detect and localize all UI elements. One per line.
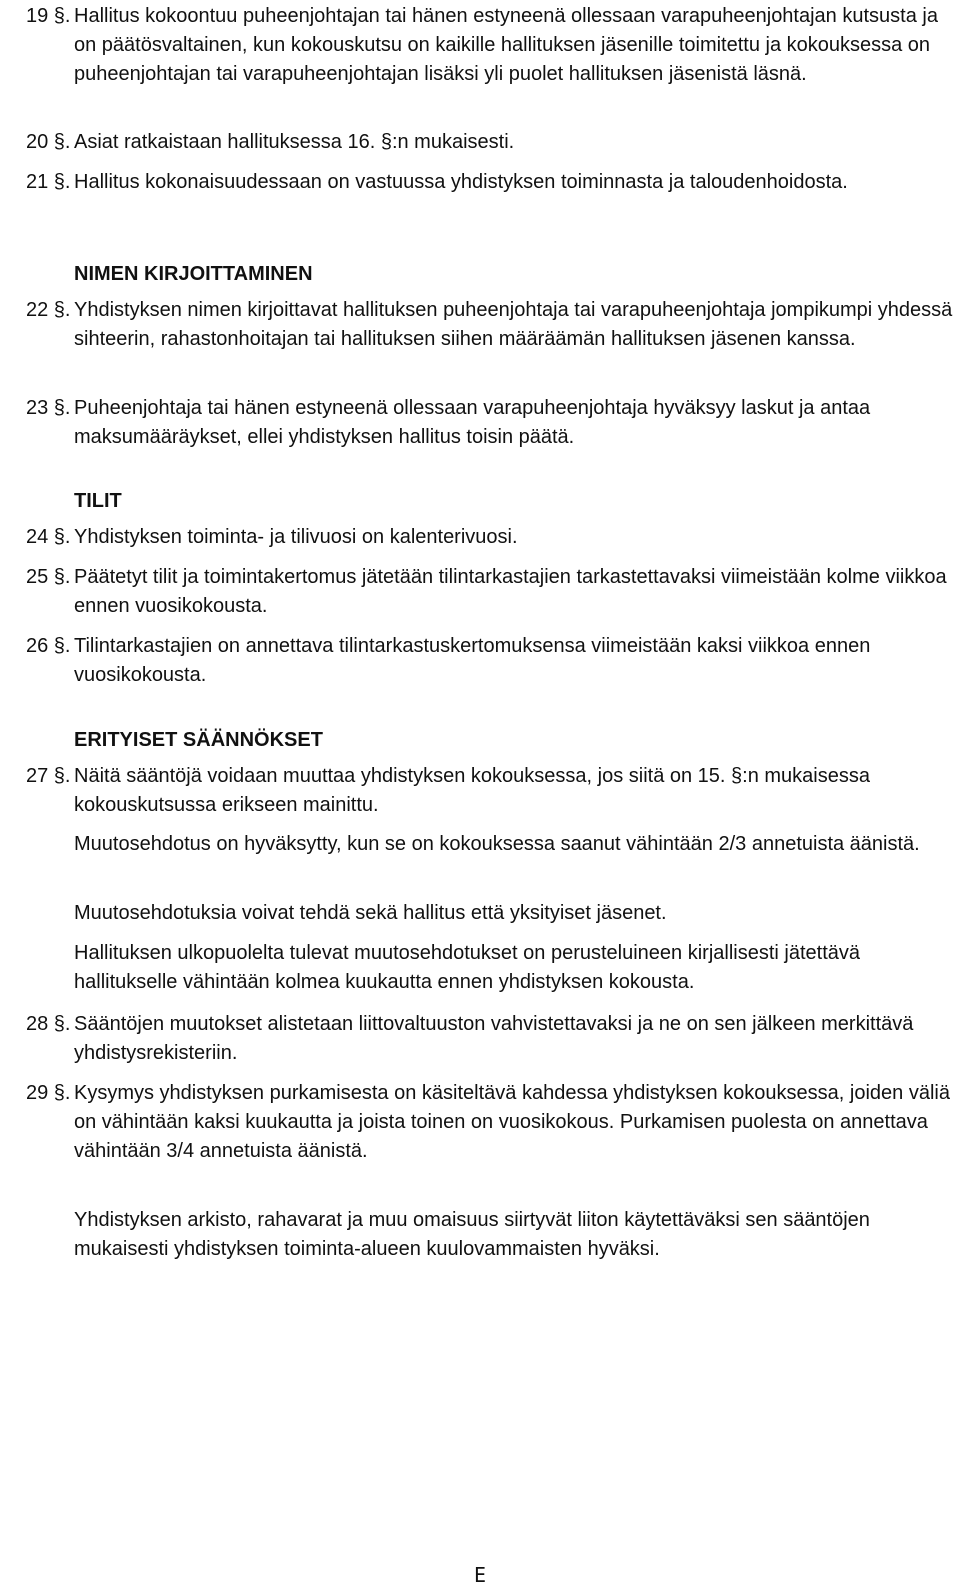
section-27-paragraph-3: Muutosehdotuksia voivat tehdä sekä hallitus että yksityiset jäsenet. (74, 902, 667, 924)
section-number: 23 §. (26, 397, 71, 419)
section-text: Kysymys yhdistyksen purkamisesta on käsiteltävä kahdessa yhdistyksen kokouksessa, joiden väliä on vähintään kaksi kuukautta ja joista toinen on vuosikokous. Purkamisen puolesta on annettava vähintään 3/4 annetuista äänistä. (74, 1082, 950, 1162)
section-22 (26, 296, 956, 354)
section-29 (26, 1079, 956, 1166)
section-20 (26, 128, 956, 157)
section-text: Yhdistyksen toiminta- ja tilivuosi on kalenterivuosi. (74, 526, 518, 548)
section-23 (26, 394, 956, 452)
section-29-paragraph-2: Yhdistyksen arkisto, rahavarat ja muu omaisuus siirtyvät liiton käytettäväksi sen sääntöjen mukaisesti yhdistyksen toiminta-alueen kuulovammaisten hyväksi. (74, 1209, 870, 1260)
section-text: Hallitus kokoontuu puheenjohtajan tai hänen estyneenä ollessaan varapuheenjohtajan kutsusta ja on päätösvaltainen, kun kokouskutsu on kaikille hallituksen jäsenille toimitettu ja kokouksessa on puheenjohtajan tai varapuheenjohtajan lisäksi yli puolet hallituksen jäsenistä läsnä. (74, 5, 938, 85)
section-24 (26, 523, 956, 552)
section-21 (26, 168, 956, 197)
section-number: 24 §. (26, 526, 71, 548)
section-text: Yhdistyksen nimen kirjoittavat hallituksen puheenjohtaja tai varapuheenjohtaja jompikumpi yhdessä sihteerin, rahastonhoitajan tai hallituksen siihen määräämän hallituksen jäsenen kanssa. (74, 299, 953, 350)
section-number: 29 §. (26, 1082, 71, 1104)
section-text: Tilintarkastajien on annettava tilintarkastuskertomuksensa viimeistään kaksi viikkoa ennen vuosikokousta. (74, 635, 871, 686)
section-25 (26, 563, 956, 621)
section-text: Päätetyt tilit ja toimintakertomus jätetään tilintarkastajien tarkastettavaksi viimeistään kolme viikkoa ennen vuosikokousta. (74, 566, 947, 617)
section-26 (26, 632, 956, 690)
section-27-paragraph-4: Hallituksen ulkopuolelta tulevat muutosehdotukset on perusteluineen kirjallisesti jätettävä hallitukselle vähintään kolmea kuukautta ennen yhdistyksen kokousta. (74, 942, 861, 993)
section-text: Sääntöjen muutokset alistetaan liittovaltuuston vahvistettavaksi ja ne on sen jälkeen merkittävä yhdistysrekisteriin. (74, 1013, 914, 1064)
section-number: 22 §. (26, 299, 71, 321)
section-number: 28 §. (26, 1013, 71, 1035)
section-number: 21 §. (26, 171, 71, 193)
page-footer-mark: E (474, 1563, 487, 1587)
section-28 (26, 1010, 956, 1068)
section-text: Puheenjohtaja tai hänen estyneenä ollessaan varapuheenjohtaja hyväksyy laskut ja antaa maksumääräykset, ellei yhdistyksen hallitus toisin päätä. (74, 397, 871, 448)
section-number: 25 §. (26, 566, 71, 588)
section-text: Hallitus kokonaisuudessaan on vastuussa yhdistyksen toiminnasta ja taloudenhoidosta. (74, 171, 848, 193)
section-text: Näitä sääntöjä voidaan muuttaa yhdistyksen kokouksessa, jos siitä on 15. §:n mukaisessa kokouskutsussa erikseen mainittu. (74, 765, 870, 816)
heading-nimen-kirjoittaminen: NIMEN KIRJOITTAMINEN (74, 263, 313, 285)
section-number: 20 §. (26, 131, 71, 153)
section-number: 26 §. (26, 635, 71, 657)
section-19 (26, 2, 956, 89)
section-number: 27 §. (26, 765, 71, 787)
heading-tilit: TILIT (74, 490, 122, 512)
section-number: 19 §. (26, 5, 71, 27)
section-text: Asiat ratkaistaan hallituksessa 16. §:n mukaisesti. (74, 131, 515, 153)
section-27-paragraph-2: Muutosehdotus on hyväksytty, kun se on kokouksessa saanut vähintään 2/3 annetuista äänistä. (74, 833, 920, 855)
heading-erityiset-saannokset: ERITYISET SÄÄNNÖKSET (74, 729, 323, 751)
section-27 (26, 762, 956, 820)
